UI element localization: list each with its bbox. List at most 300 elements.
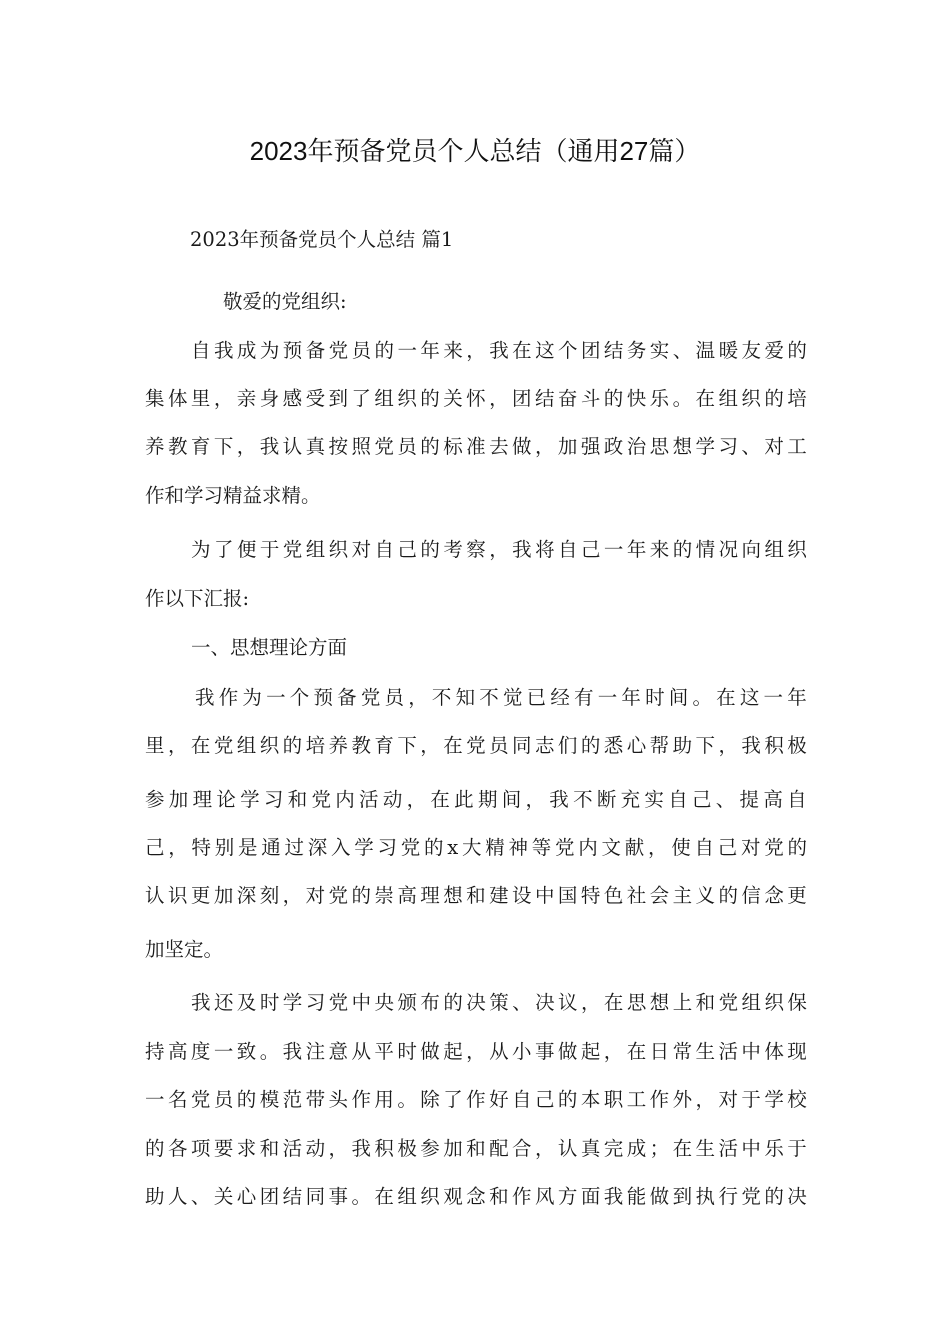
char: 和 — [489, 1185, 509, 1208]
char: 别 — [214, 836, 235, 859]
char: 建 — [489, 884, 509, 907]
char: 项 — [190, 1137, 211, 1160]
char: 决 — [466, 991, 486, 1014]
char: 一 — [213, 1040, 234, 1063]
char: 神 — [508, 836, 528, 859]
char: 要 — [213, 1137, 234, 1160]
char: 大 — [461, 836, 482, 859]
char: 下 — [397, 734, 417, 757]
char: 会 — [649, 884, 670, 907]
char: 情 — [695, 538, 716, 561]
char: 在 — [374, 1185, 394, 1208]
char: 在 — [443, 734, 463, 757]
char: 预 — [313, 686, 333, 709]
char: 中 — [741, 1137, 761, 1160]
char: 等 — [531, 836, 552, 859]
paragraph-line — [145, 881, 807, 911]
char: 了 — [213, 538, 234, 561]
char: 党 — [328, 884, 349, 907]
char: 更 — [787, 884, 807, 907]
char: 好 — [489, 1088, 509, 1111]
char: 我 — [213, 339, 234, 362]
char: 教 — [167, 435, 188, 458]
char: 活 — [718, 1040, 738, 1063]
char: 主 — [672, 884, 693, 907]
char: 党 — [328, 991, 349, 1014]
char: 我 — [512, 538, 532, 561]
char: 务 — [626, 339, 647, 362]
char: 己 — [397, 538, 417, 561]
char: 活 — [718, 1137, 738, 1160]
char: 加 — [213, 884, 234, 907]
char: 治 — [626, 435, 647, 458]
char: 况 — [718, 538, 739, 561]
char: 内 — [335, 788, 355, 811]
char: 关 — [213, 1185, 234, 1208]
char: 平 — [374, 1040, 394, 1063]
char: 内 — [578, 836, 598, 859]
char: 事 — [328, 1185, 349, 1208]
char: 活 — [282, 1137, 303, 1160]
char: 间 — [668, 686, 689, 709]
char: 。 — [351, 1185, 371, 1208]
char: 自 — [374, 538, 395, 561]
char: ， — [466, 339, 486, 362]
char: 作 — [218, 686, 239, 709]
char: 执 — [695, 1185, 716, 1208]
char: 培 — [305, 734, 326, 757]
char: 织 — [420, 1185, 440, 1208]
char: 想 — [649, 991, 670, 1014]
char: 心 — [626, 734, 647, 757]
char: 对 — [764, 435, 784, 458]
char: 模 — [259, 1088, 280, 1111]
char: ， — [213, 387, 234, 410]
char: 培 — [787, 387, 807, 410]
char: 乐 — [764, 1137, 784, 1160]
char: 织 — [397, 387, 417, 410]
char: 自 — [512, 1088, 532, 1111]
char: 行 — [718, 1185, 738, 1208]
paragraph-line — [191, 336, 807, 366]
char: 的 — [374, 339, 395, 362]
char: 识 — [167, 884, 188, 907]
char: ， — [489, 387, 509, 410]
char: 从 — [489, 1040, 509, 1063]
char: 习 — [263, 788, 284, 811]
char: ， — [466, 1040, 486, 1063]
char: 除 — [420, 1088, 440, 1111]
char: 个 — [289, 686, 310, 709]
char: 育 — [190, 435, 211, 458]
char: 去 — [489, 435, 509, 458]
char: 学 — [240, 788, 260, 811]
char: 充 — [620, 788, 641, 811]
char: 知 — [455, 686, 476, 709]
char: 团 — [580, 339, 601, 362]
char: 念 — [764, 884, 784, 907]
char: 组 — [305, 538, 326, 561]
char: 工 — [626, 1088, 647, 1111]
char: 生 — [695, 1040, 716, 1063]
char: 一 — [145, 1088, 165, 1111]
char: ， — [328, 1137, 349, 1160]
char: 间 — [501, 788, 522, 811]
char: 结 — [603, 339, 624, 362]
char: 来 — [649, 538, 670, 561]
char: 念 — [466, 1185, 486, 1208]
char: 加 — [443, 1137, 463, 1160]
char: 结 — [534, 387, 555, 410]
char: ， — [525, 788, 546, 811]
char: 我 — [741, 734, 761, 757]
char: 到 — [328, 387, 349, 410]
char: 习 — [305, 991, 326, 1014]
char: 、 — [715, 788, 736, 811]
char: 党 — [328, 339, 349, 362]
char: 奋 — [557, 387, 578, 410]
char: 时 — [259, 991, 280, 1014]
char: 小 — [512, 1040, 532, 1063]
char: 完 — [603, 1137, 624, 1160]
char: 们 — [557, 734, 578, 757]
char: ， — [489, 538, 509, 561]
char: 组 — [764, 538, 784, 561]
char: 党 — [190, 1088, 211, 1111]
char: 身 — [259, 387, 280, 410]
char: 做 — [420, 1040, 440, 1063]
char: 准 — [466, 435, 486, 458]
char: 党 — [554, 836, 575, 859]
char: 和 — [466, 1137, 486, 1160]
char: ， — [406, 788, 427, 811]
char: 。 — [692, 686, 712, 709]
char: 对 — [718, 1088, 738, 1111]
char: 断 — [596, 788, 617, 811]
paragraph-line: 作以下汇报: — [145, 587, 250, 610]
char: 备 — [337, 686, 357, 709]
char: 动 — [305, 1137, 326, 1160]
char: 做 — [512, 435, 532, 458]
char: 更 — [190, 884, 211, 907]
char: 积 — [374, 1137, 394, 1160]
char: 党 — [360, 686, 381, 709]
char: 党 — [718, 991, 739, 1014]
char: 下 — [695, 734, 716, 757]
char: 的 — [443, 991, 463, 1014]
char: 到 — [672, 1185, 693, 1208]
char: 组 — [718, 387, 738, 410]
char: 是 — [238, 836, 258, 859]
char: 爱 — [764, 339, 784, 362]
char: 义 — [695, 884, 716, 907]
char: 高 — [763, 788, 783, 811]
char: 认 — [282, 435, 303, 458]
char: ， — [647, 836, 668, 859]
char: 献 — [624, 836, 645, 859]
char: 名 — [167, 1088, 188, 1111]
char: 员 — [384, 686, 405, 709]
char: 关 — [443, 387, 463, 410]
char: 个 — [558, 339, 578, 362]
char: 风 — [534, 1185, 555, 1208]
char: 实 — [649, 339, 670, 362]
char: 了 — [351, 387, 371, 410]
char: 论 — [216, 788, 236, 811]
char: 的 — [236, 1088, 257, 1111]
char: 为 — [242, 686, 262, 709]
char: 注 — [305, 1040, 326, 1063]
char: 受 — [305, 387, 326, 410]
char: 对 — [351, 538, 372, 561]
char: 用 — [374, 1088, 394, 1111]
char: 预 — [282, 339, 303, 362]
char: 颁 — [397, 991, 417, 1014]
char: 暖 — [718, 339, 739, 362]
char: 政 — [603, 435, 624, 458]
char: 带 — [305, 1088, 326, 1111]
char: 党 — [374, 435, 394, 458]
char: 面 — [580, 1185, 601, 1208]
char: 亲 — [236, 387, 257, 410]
char: 在 — [190, 734, 211, 757]
char: 按 — [328, 435, 349, 458]
char: 友 — [741, 339, 762, 362]
char: 决 — [535, 991, 555, 1014]
char: 提 — [739, 788, 760, 811]
char: 日 — [649, 1040, 670, 1063]
char: 的 — [145, 1137, 165, 1160]
char: 加 — [557, 435, 578, 458]
char: 、 — [741, 435, 761, 458]
char: 悉 — [603, 734, 624, 757]
char: 实 — [644, 788, 664, 811]
char: 社 — [626, 884, 647, 907]
paragraph-line — [145, 785, 807, 815]
char: 。 — [397, 1088, 417, 1111]
char: 助 — [145, 1185, 165, 1208]
char: 将 — [535, 538, 555, 561]
char: 团 — [259, 1185, 280, 1208]
char: 决 — [787, 1185, 807, 1208]
char: 作 — [466, 1088, 486, 1111]
char: 信 — [741, 884, 761, 907]
char: 期 — [477, 788, 498, 811]
document-title: 2023年预备党员个人总结（通用27篇） — [249, 136, 701, 166]
paragraph-line — [145, 1182, 807, 1212]
char: 助 — [672, 734, 693, 757]
char: 帮 — [649, 734, 670, 757]
char: 文 — [601, 836, 621, 859]
paragraph-line: 作和学习精益求精。 — [145, 484, 321, 507]
char: 从 — [351, 1040, 371, 1063]
char: 此 — [454, 788, 474, 811]
char: 观 — [443, 1185, 463, 1208]
char: 色 — [603, 884, 624, 907]
char: ， — [718, 734, 738, 757]
char: 党 — [213, 734, 234, 757]
char: 便 — [236, 538, 257, 561]
char: 在 — [512, 339, 532, 362]
char: 。 — [672, 387, 693, 410]
char: 一 — [397, 339, 417, 362]
char: 的 — [603, 387, 624, 410]
char: 的 — [764, 1185, 784, 1208]
char: 里 — [145, 734, 165, 757]
char: 参 — [145, 788, 165, 811]
char: 求 — [236, 1137, 257, 1160]
char: ， — [420, 734, 440, 757]
char: ， — [534, 435, 555, 458]
char: 于 — [787, 1137, 807, 1160]
char: 员 — [213, 1088, 234, 1111]
char: 不 — [431, 686, 452, 709]
char: 备 — [305, 339, 326, 362]
paragraph-line — [145, 1037, 807, 1067]
char: 组 — [741, 991, 762, 1014]
char: 作 — [512, 1185, 532, 1208]
char: 怀 — [466, 387, 486, 410]
char: 育 — [374, 734, 394, 757]
char: 在 — [695, 387, 716, 410]
section-heading: 2023年预备党员个人总结 篇1 — [190, 228, 454, 251]
char: 的 — [718, 884, 738, 907]
char: 的 — [420, 538, 440, 561]
char: 的 — [351, 884, 371, 907]
char: 在 — [672, 1137, 693, 1160]
char: 学 — [764, 1088, 784, 1111]
char: 党 — [466, 734, 486, 757]
char: 感 — [282, 387, 303, 410]
char: 时 — [645, 686, 665, 709]
paragraph-line — [195, 683, 807, 713]
char: 的 — [764, 387, 784, 410]
char: 对 — [740, 836, 761, 859]
char: 一 — [603, 538, 624, 561]
char: 我 — [282, 1040, 303, 1063]
char: ， — [695, 1088, 716, 1111]
char: 学 — [354, 836, 374, 859]
char: 觉 — [502, 686, 523, 709]
char: 持 — [145, 1040, 165, 1063]
paragraph-line — [145, 731, 807, 761]
char: 和 — [695, 991, 716, 1014]
char: 结 — [282, 1185, 303, 1208]
char: ； — [649, 1137, 670, 1160]
char: 织 — [764, 991, 784, 1014]
char: ， — [236, 435, 257, 458]
subsection-heading: 一、思想理论方面 — [191, 636, 348, 659]
char: 织 — [328, 538, 349, 561]
char: 事 — [534, 1040, 555, 1063]
char: 想 — [672, 435, 693, 458]
char: 照 — [351, 435, 371, 458]
char: 工 — [787, 435, 807, 458]
char: 中 — [534, 884, 555, 907]
char: 理 — [192, 788, 213, 811]
paragraph-line — [191, 988, 807, 1018]
char: 范 — [282, 1088, 303, 1111]
char: 精 — [485, 836, 505, 859]
paragraph-line — [145, 1085, 807, 1115]
char: 的 — [787, 836, 807, 859]
char: 起 — [580, 1040, 601, 1063]
char: 议 — [558, 991, 578, 1014]
salutation: 敬爱的党组织: — [223, 290, 347, 313]
paragraph-line: 加坚定。 — [145, 938, 224, 961]
char: 员 — [397, 435, 417, 458]
char: 国 — [557, 884, 578, 907]
char: 党 — [400, 836, 421, 859]
char: x — [447, 836, 459, 859]
paragraph-line — [145, 1134, 807, 1164]
char: 的 — [580, 734, 601, 757]
char: 的 — [282, 734, 303, 757]
char: 动 — [382, 788, 403, 811]
char: 央 — [374, 991, 395, 1014]
char: 过 — [284, 836, 305, 859]
char: 极 — [787, 734, 807, 757]
char: 理 — [420, 884, 440, 907]
char: 能 — [626, 1185, 647, 1208]
char: 一 — [266, 686, 286, 709]
char: 设 — [512, 884, 532, 907]
char: 本 — [580, 1088, 601, 1111]
char: 认 — [145, 884, 165, 907]
char: 己 — [145, 836, 165, 859]
char: 党 — [282, 538, 303, 561]
char: 同 — [305, 1185, 326, 1208]
char: 己 — [691, 788, 712, 811]
char: 活 — [359, 788, 379, 811]
char: 方 — [557, 1185, 578, 1208]
char: 我 — [351, 1137, 371, 1160]
char: 和 — [287, 788, 308, 811]
char: 、 — [190, 1185, 211, 1208]
char: 真 — [580, 1137, 601, 1160]
char: 积 — [764, 734, 784, 757]
char: 同 — [512, 734, 532, 757]
char: 己 — [580, 538, 601, 561]
char: 我 — [195, 686, 215, 709]
char: 、 — [512, 991, 532, 1014]
char: ， — [167, 734, 188, 757]
char: 的 — [672, 538, 693, 561]
char: 中 — [351, 991, 372, 1014]
char: 斗 — [580, 387, 601, 410]
char: 织 — [259, 734, 280, 757]
char: 为 — [191, 538, 211, 561]
char: 习 — [377, 836, 398, 859]
char: 员 — [489, 734, 509, 757]
char: 成 — [626, 1137, 647, 1160]
char: 职 — [603, 1088, 624, 1111]
char: 现 — [787, 1040, 807, 1063]
char: 团 — [512, 387, 532, 410]
char: 思 — [626, 991, 647, 1014]
char: 养 — [328, 734, 349, 757]
char: 各 — [167, 1137, 188, 1160]
char: 习 — [718, 435, 738, 458]
char: 中 — [741, 1040, 761, 1063]
char: 崇 — [374, 884, 394, 907]
char: 里 — [190, 387, 211, 410]
char: 外 — [672, 1088, 693, 1111]
char: 组 — [374, 387, 394, 410]
char: 做 — [649, 1185, 670, 1208]
char: 体 — [167, 387, 188, 410]
char: 自 — [668, 788, 688, 811]
